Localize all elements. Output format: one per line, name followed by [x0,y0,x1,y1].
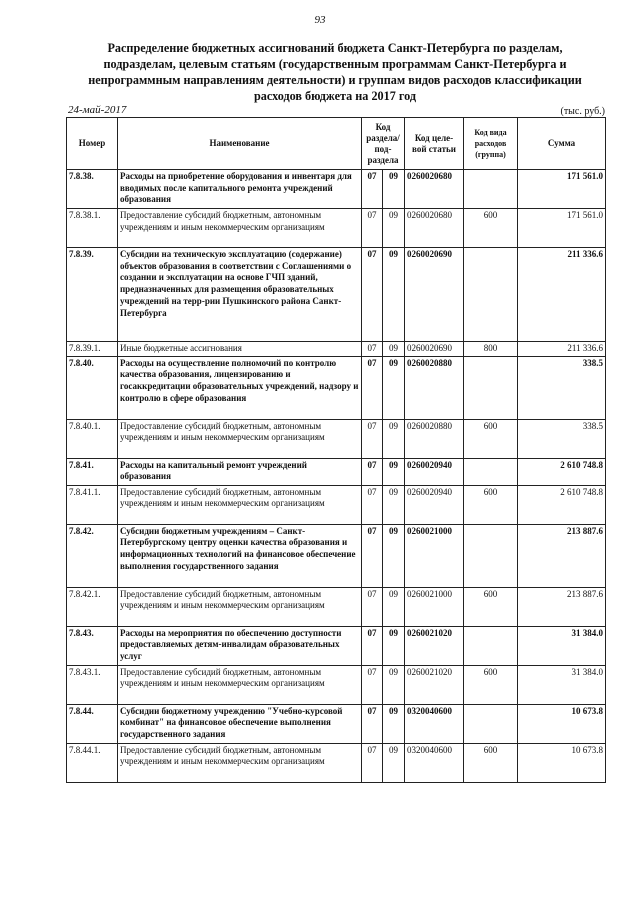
row-number: 7.8.41. [67,458,118,485]
row-expense-group: 600 [464,419,518,458]
row-subsection-code: 09 [383,524,405,587]
budget-table-body [67,170,606,783]
row-expense-group: 600 [464,743,518,782]
header-expense-group-code: Код вида расходов (группа) [464,118,518,170]
page-number: 93 [314,14,326,26]
row-section-code: 07 [362,458,383,485]
table-row [67,743,606,782]
row-subsection-code: 09 [383,743,405,782]
row-amount: 10 673.8 [518,743,606,782]
row-subsection-code: 09 [383,458,405,485]
header-amount: Сумма [518,118,606,170]
table-row [67,342,606,357]
row-subsection-code: 09 [383,665,405,704]
row-target-code: 0320040600 [405,743,464,782]
row-name: Расходы на капитальный ремонт учреждений образования [118,458,362,485]
row-name: Предоставление субсидий бюджетным, автономным учреждениям и иным некоммерческим организациям [118,485,362,524]
table-row [67,356,606,419]
table-row [67,665,606,704]
row-subsection-code: 09 [383,170,405,209]
row-subsection-code: 09 [383,248,405,342]
row-name: Расходы на мероприятия по обеспечению доступности предоставляемых детям-инвалидам образовательных услуг [118,626,362,665]
row-amount: 211 336.6 [518,342,606,357]
row-section-code: 07 [362,524,383,587]
document-date: 24-май-2017 [68,104,127,116]
row-section-code: 07 [362,248,383,342]
header-name: Наименование [118,118,362,170]
row-name: Иные бюджетные ассигнования [118,342,362,357]
row-target-code: 0260020680 [405,170,464,209]
budget-table [66,117,606,783]
row-target-code: 0260020880 [405,356,464,419]
row-amount: 338.5 [518,419,606,458]
row-expense-group [464,356,518,419]
row-number: 7.8.43. [67,626,118,665]
row-subsection-code: 09 [383,342,405,357]
row-expense-group: 600 [464,209,518,248]
row-section-code: 07 [362,170,383,209]
table-row [67,626,606,665]
row-target-code: 0260021020 [405,626,464,665]
row-number: 7.8.40. [67,356,118,419]
row-expense-group: 600 [464,485,518,524]
row-expense-group [464,626,518,665]
row-target-code: 0260020690 [405,342,464,357]
row-name: Предоставление субсидий бюджетным, автономным учреждениям и иным некоммерческим организациям [118,587,362,626]
table-row [67,170,606,209]
row-name: Предоставление субсидий бюджетным, автономным учреждениям и иным некоммерческим организациям [118,419,362,458]
row-name: Субсидии на техническую эксплуатацию (содержание) объектов образования в соответствии с Соглашениями о создании и эксплуатации на основе ГЧП зданий, предназначенных для размещения образовательных учреждений на терр-рии Пушкинского района Санкт-Петербурга [118,248,362,342]
row-target-code: 0260021020 [405,665,464,704]
row-number: 7.8.40.1. [67,419,118,458]
table-row [67,485,606,524]
table-row [67,458,606,485]
row-target-code: 0260021000 [405,587,464,626]
row-number: 7.8.43.1. [67,665,118,704]
header-target-code: Код целе- вой статьи [405,118,464,170]
row-subsection-code: 09 [383,485,405,524]
row-subsection-code: 09 [383,356,405,419]
row-expense-group [464,248,518,342]
row-section-code: 07 [362,587,383,626]
row-number: 7.8.41.1. [67,485,118,524]
row-amount: 213 887.6 [518,587,606,626]
row-subsection-code: 09 [383,704,405,743]
row-amount: 31 384.0 [518,665,606,704]
row-number: 7.8.42. [67,524,118,587]
row-number: 7.8.42.1. [67,587,118,626]
row-section-code: 07 [362,743,383,782]
row-section-code: 07 [362,419,383,458]
row-target-code: 0260020680 [405,209,464,248]
row-amount: 2 610 748.8 [518,485,606,524]
row-section-code: 07 [362,356,383,419]
header-number: Номер [67,118,118,170]
row-expense-group [464,524,518,587]
row-expense-group [464,704,518,743]
row-target-code: 0260020940 [405,485,464,524]
row-number: 7.8.38. [67,170,118,209]
row-number: 7.8.44.1. [67,743,118,782]
table-row [67,704,606,743]
row-section-code: 07 [362,342,383,357]
row-expense-group: 800 [464,342,518,357]
row-subsection-code: 09 [383,587,405,626]
row-amount: 31 384.0 [518,626,606,665]
row-target-code: 0260020690 [405,248,464,342]
row-name: Расходы на приобретение оборудования и инвентаря для вводимых после капитального ремонта учреждений образования [118,170,362,209]
row-name: Субсидии бюджетному учреждению "Учебно-курсовой комбинат" на финансовое обеспечение выполнения государственного задания [118,704,362,743]
row-section-code: 07 [362,665,383,704]
row-number: 7.8.38.1. [67,209,118,248]
row-amount: 213 887.6 [518,524,606,587]
row-target-code: 0260021000 [405,524,464,587]
row-name: Предоставление субсидий бюджетным, автономным учреждениям и иным некоммерческим организациям [118,743,362,782]
row-number: 7.8.44. [67,704,118,743]
row-section-code: 07 [362,209,383,248]
row-expense-group: 600 [464,587,518,626]
row-expense-group: 600 [464,665,518,704]
table-row [67,524,606,587]
row-subsection-code: 09 [383,209,405,248]
row-amount: 2 610 748.8 [518,458,606,485]
table-row [67,248,606,342]
row-name: Субсидии бюджетным учреждениям – Санкт-Петербургскому центру оценки качества образования и информационных технологий на финансовое обеспечение выполнения государственного задания [118,524,362,587]
header-section-code: Код раздела/ под- раздела [362,118,405,170]
row-amount: 211 336.6 [518,248,606,342]
row-number: 7.8.39. [67,248,118,342]
row-target-code: 0260020940 [405,458,464,485]
row-amount: 171 561.0 [518,209,606,248]
row-name: Расходы на осуществление полномочий по контролю качества образования, лицензированию и госаккредитации образовательных учреждений, надзору и контролю в сфере образования [118,356,362,419]
row-subsection-code: 09 [383,419,405,458]
row-expense-group [464,170,518,209]
row-target-code: 0260020880 [405,419,464,458]
row-expense-group [464,458,518,485]
units-label: (тыс. руб.) [560,106,605,117]
row-amount: 10 673.8 [518,704,606,743]
row-number: 7.8.39.1. [67,342,118,357]
row-amount: 171 561.0 [518,170,606,209]
table-row [67,209,606,248]
row-name: Предоставление субсидий бюджетным, автономным учреждениям и иным некоммерческим организациям [118,665,362,704]
row-amount: 338.5 [518,356,606,419]
row-section-code: 07 [362,626,383,665]
table-row [67,587,606,626]
row-target-code: 0320040600 [405,704,464,743]
row-subsection-code: 09 [383,626,405,665]
row-section-code: 07 [362,704,383,743]
row-section-code: 07 [362,485,383,524]
table-row [67,419,606,458]
row-name: Предоставление субсидий бюджетным, автономным учреждениям и иным некоммерческим организациям [118,209,362,248]
document-title: Распределение бюджетных ассигнований бюджета Санкт-Петербурга по разделам, подразделам, целевым статьям (государственным программам Санкт-Петербурга и непрограммным направлениям деятельности) и группам видов расходов классификации расходов бюджета на 2017 год [88,41,582,103]
